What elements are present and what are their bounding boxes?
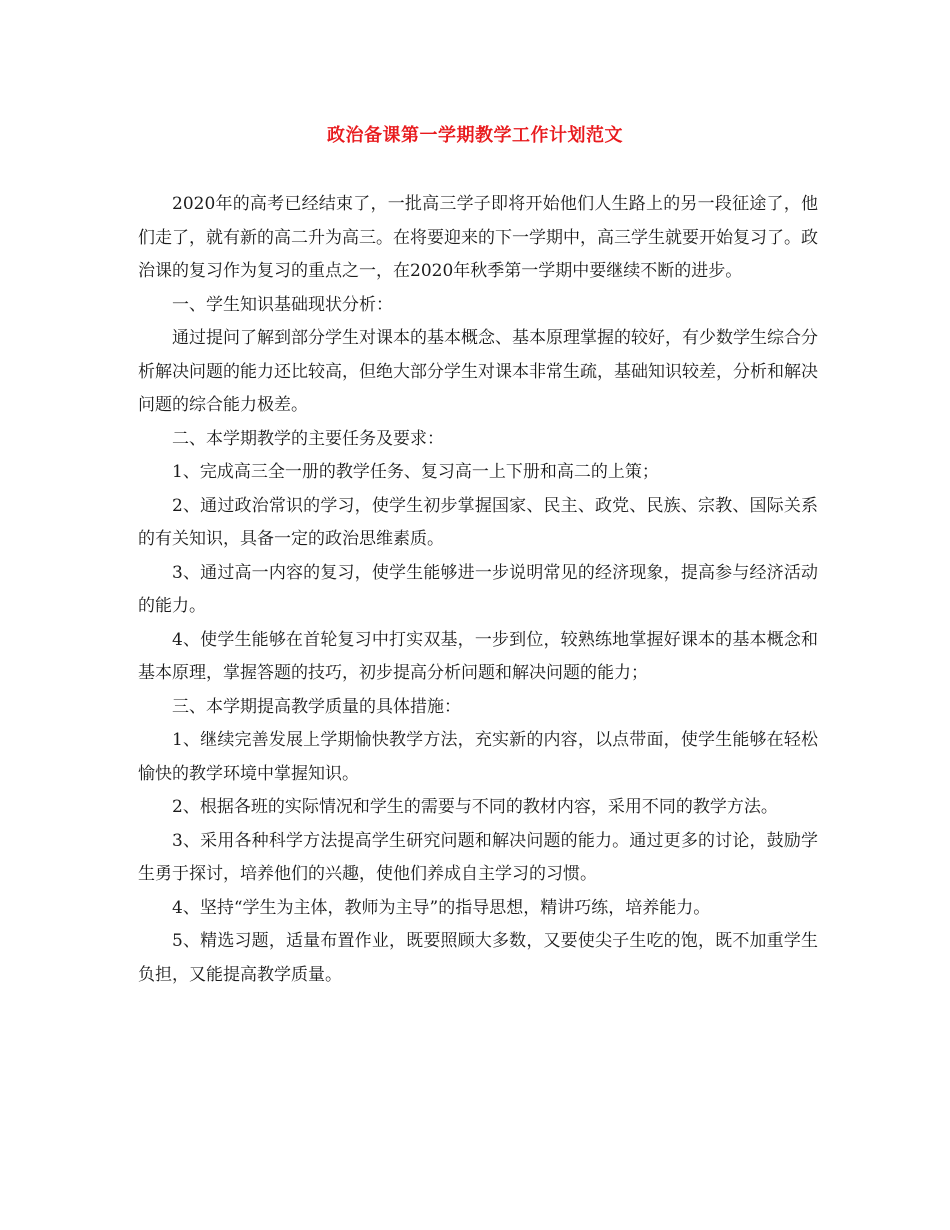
paragraph-intro: 2020年的高考已经结束了，一批高三学子即将开始他们人生路上的另一段征途了，他们走了，就有新的高二升为高三。在将要迎来的下一学期中，高三学生就要开始复习了。政治课的复习作为复习的重点之一，在2020年秋季第一学期中要继续不断的进步。 <box>138 194 818 281</box>
section-heading-2: 二、本学期教学的主要任务及要求： <box>172 428 444 449</box>
task-item-2: 2、通过政治常识的学习，使学生初步掌握国家、民主、政党、民族、宗教、国际关系的有关知识，具备一定的政治思维素质。 <box>138 495 818 549</box>
section-heading-3: 三、本学期提高教学质量的具体措施： <box>172 696 461 717</box>
section-heading-1: 一、学生知识基础现状分析： <box>172 294 393 315</box>
measure-item-3: 3、采用各种科学方法提高学生研究问题和解决问题的能力。通过更多的讨论，鼓励学生勇于探讨，培养他们的兴趣，使他们养成自主学习的习惯。 <box>138 830 818 884</box>
task-item-1: 1、完成高三全一册的教学任务、复习高一上下册和高二的上策； <box>172 462 659 482</box>
document-title: 政治备课第一学期教学工作计划范文 <box>327 125 623 146</box>
measure-item-1: 1、继续完善发展上学期愉快教学方法，充实新的内容，以点带面，使学生能够在轻松愉快的教学环境中掌握知识。 <box>138 730 818 784</box>
paragraph-analysis: 通过提问了解到部分学生对课本的基本概念、基本原理掌握的较好，有少数学生综合分析解决问题的能力还比较高，但绝大部分学生对课本非常生疏，基础知识较差，分析和解决问题的综合能力极差。 <box>138 328 818 415</box>
document-body <box>138 188 818 992</box>
measure-item-2: 2、根据各班的实际情况和学生的需要与不同的教材内容，采用不同的教学方法。 <box>172 797 778 817</box>
measure-item-4: 4、坚持“学生为主体，教师为主导”的指导思想，精讲巧练，培养能力。 <box>172 897 711 918</box>
task-item-4: 4、使学生能够在首轮复习中打实双基，一步到位，较熟练地掌握好课本的基本概念和基本原理，掌握答题的技巧，初步提高分析问题和解决问题的能力； <box>138 629 818 683</box>
task-item-3: 3、通过高一内容的复习，使学生能够进一步说明常见的经济现象，提高参与经济活动的能力。 <box>138 562 818 616</box>
measure-item-5: 5、精选习题，适量布置作业，既要照顾大多数，又要使尖子生吃的饱，既不加重学生负担，又能提高教学质量。 <box>138 931 818 985</box>
